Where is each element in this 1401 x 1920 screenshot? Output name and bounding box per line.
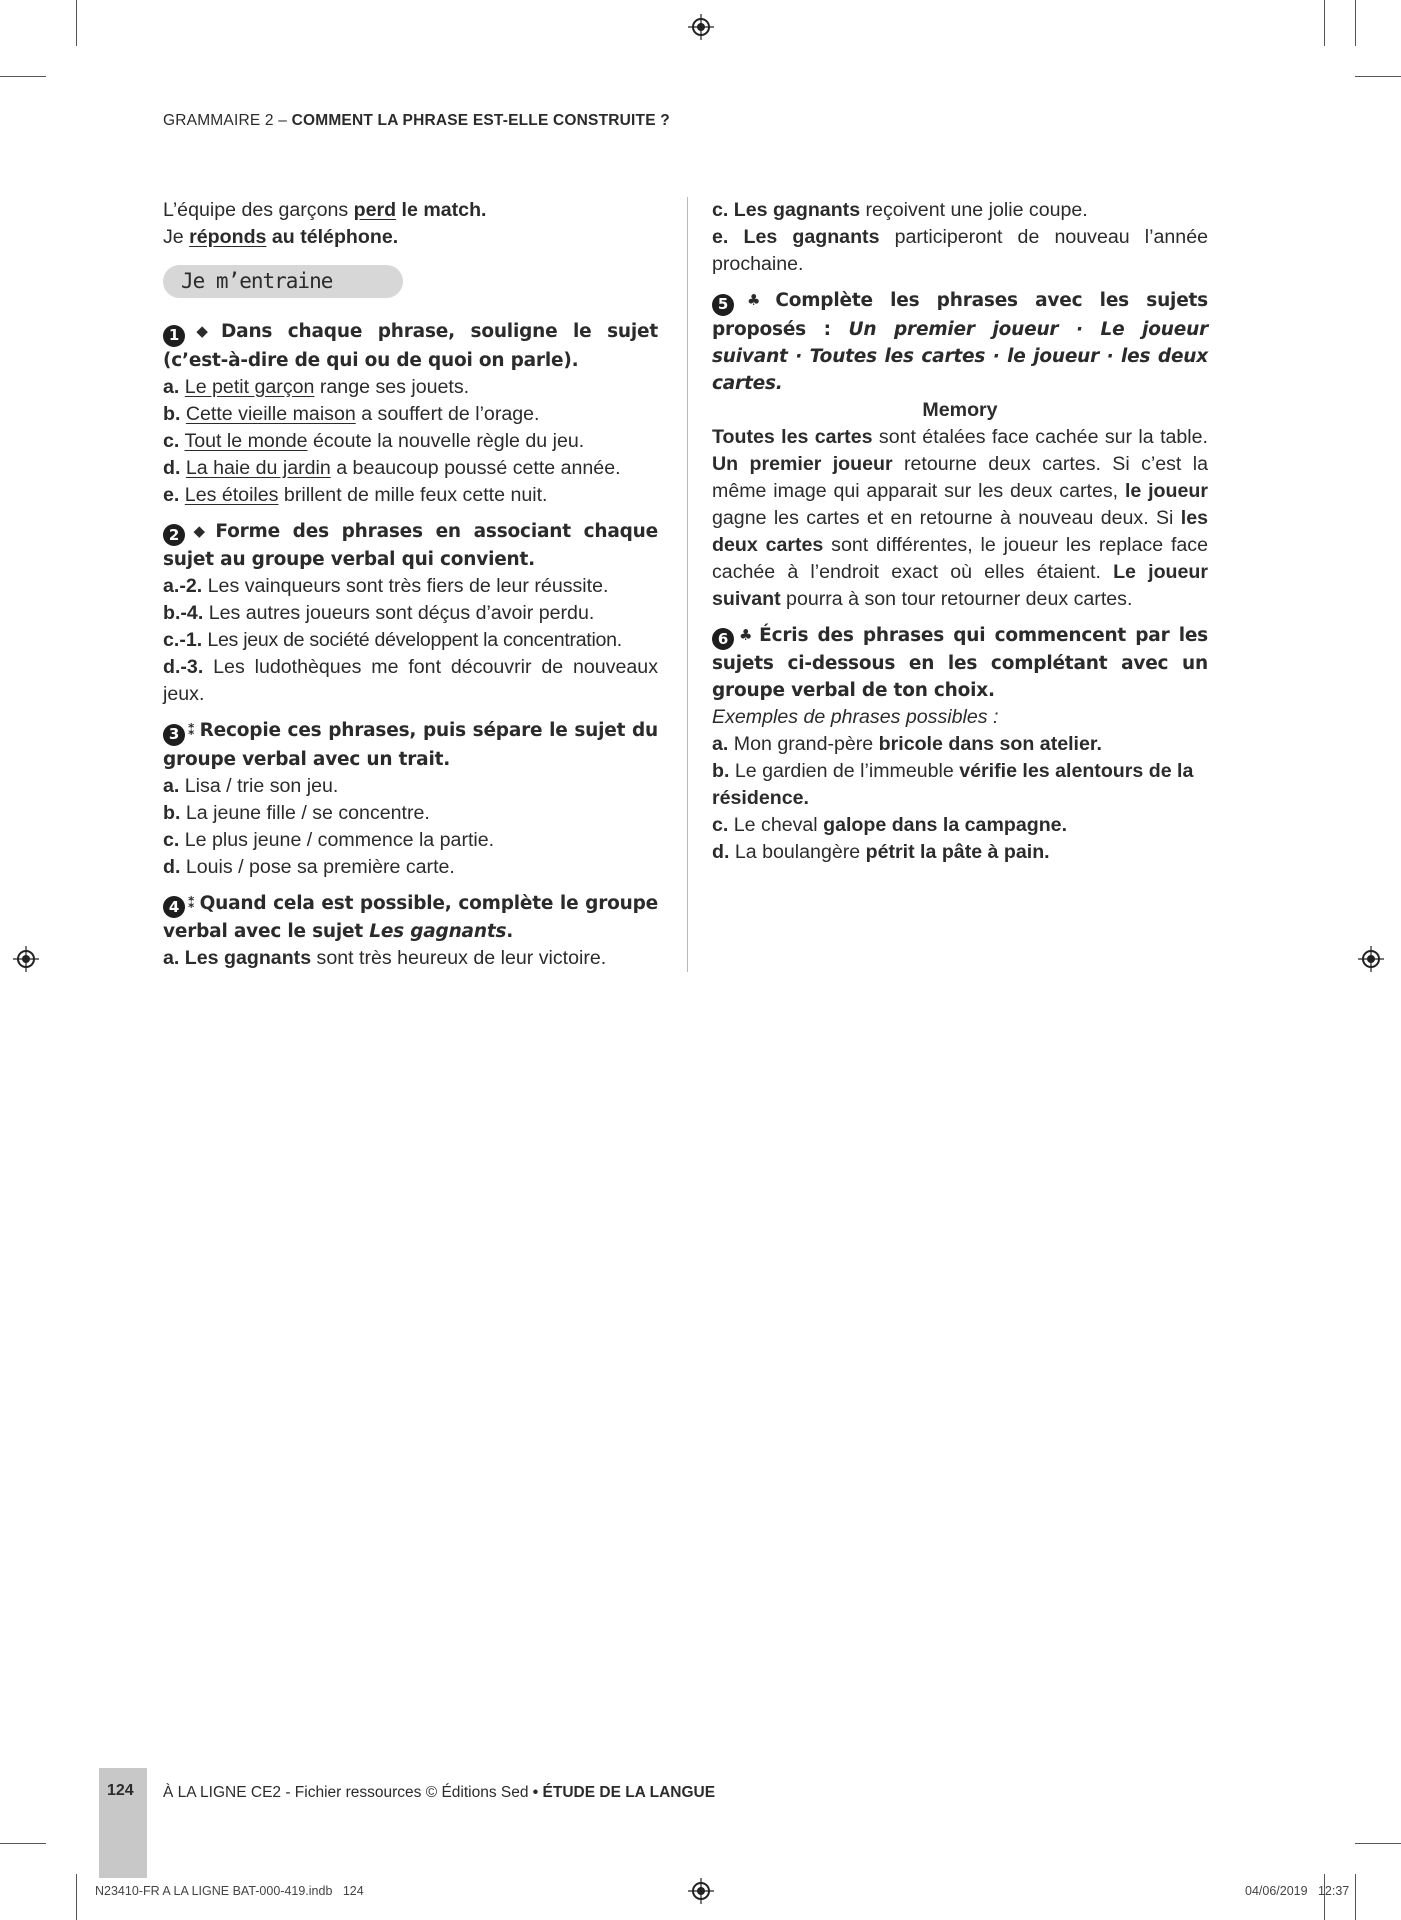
underlined-subject: Cette vieille maison — [185, 402, 356, 425]
story-title-text: Memory — [922, 398, 998, 421]
instruction-text: Dans chaque phrase, souligne le sujet (c’est-à-dire de qui ou de quoi on parle). — [163, 321, 658, 371]
item-letter: c. — [163, 429, 180, 452]
instruction-text: Quand cela est possible, complète le groupe verbal avec le sujet — [163, 892, 658, 942]
item-letter: a.-2. — [163, 575, 203, 597]
story-title — [712, 397, 1208, 424]
item-verbal-group: bricole dans son atelier. — [878, 733, 1102, 755]
crop-mark — [0, 1843, 46, 1844]
story-subject: Toutes les cartes — [712, 425, 873, 448]
instruction-text: Forme des phrases en associant chaque sujet au groupe verbal qui convient. — [163, 520, 659, 570]
running-head — [163, 112, 670, 130]
item-letter: c.-1. — [163, 629, 203, 651]
item-subject: Les gagnants — [728, 199, 861, 221]
underlined-subject: Les étoiles — [184, 483, 279, 506]
item-text: sont très heureux de leur victoire. — [311, 947, 607, 969]
item-subject: Le cheval — [728, 814, 824, 836]
list-item — [163, 800, 658, 827]
list-item — [712, 224, 1208, 278]
item-subject: Mon grand-père — [728, 733, 879, 755]
item-letter: a. — [163, 375, 180, 398]
item-verbal-group: galope dans la campagne. — [823, 814, 1068, 836]
difficulty-double-diamond-icon: ⁑ — [187, 721, 196, 739]
underlined-subject: Le petit garçon — [184, 375, 315, 398]
story-fragment: pourra à son tour retourner deux cartes. — [780, 587, 1133, 610]
item-letter: c. — [712, 199, 729, 221]
difficulty-club-icon: ♣ — [736, 625, 756, 644]
story-fragment: retourne deux cartes. Si c’est la même image qui apparait sur les deux cartes, — [712, 452, 1208, 502]
item-letter: a. — [163, 947, 180, 969]
section-banner-label: Je m’entraine — [181, 269, 333, 293]
list-item — [712, 758, 1208, 812]
item-text: Louis / pose sa première carte. — [180, 855, 455, 878]
item-letter: b. — [163, 402, 181, 425]
story-fragment: sont différentes, le joueur les replace face cachée à l’endroit exact où elles étaient. — [712, 533, 1208, 583]
item-text: écoute la nouvelle règle du jeu. — [307, 429, 585, 452]
item-text: Lisa / trie son jeu. — [179, 774, 339, 797]
item-text: La jeune fille / se concentre. — [180, 801, 430, 824]
proposed-subjects: Un premier joueur · Le joueur suivant · Toutes les cartes · le joueur · les deux cartes. — [712, 318, 1208, 394]
list-item — [163, 428, 658, 455]
item-text: range ses jouets. — [314, 375, 470, 398]
list-item — [712, 839, 1208, 866]
story-fragment: gagne les cartes et en retourne à nouveau deux. Si — [712, 506, 1181, 529]
right-column — [712, 197, 1208, 866]
list-item — [163, 854, 658, 881]
crop-mark — [1355, 1843, 1401, 1844]
item-verbal-group: vérifie les alentours de la résidence. — [712, 760, 1194, 809]
difficulty-diamond-icon: ◆ — [187, 322, 217, 340]
difficulty-club-icon: ♣ — [736, 291, 772, 309]
item-letter: d.-3. — [163, 656, 204, 678]
exercise-3-instruction — [163, 717, 658, 773]
intro-verb: perd — [353, 199, 397, 221]
item-letter: d. — [163, 855, 181, 878]
footer-book-title: À LA LIGNE CE2 - Fichier ressources © Éditions Sed — [163, 1784, 533, 1801]
list-item — [163, 374, 658, 401]
footer-credit — [163, 1784, 715, 1802]
registration-mark-icon — [688, 14, 714, 40]
list-item — [712, 197, 1208, 224]
exercise-number-badge: 2 — [163, 524, 185, 546]
print-slug-date: 04/06/2019 12:37 — [1245, 1884, 1350, 1898]
item-text: Les autres joueurs sont déçus d’avoir perdu. — [203, 602, 595, 624]
item-letter: c. — [163, 828, 180, 851]
registration-mark-icon — [13, 946, 39, 972]
underlined-subject: La haie du jardin — [185, 456, 331, 479]
section-banner — [163, 265, 403, 298]
story-subject: Le joueur suivant — [712, 560, 1209, 610]
intro-text: L’équipe des garçons — [163, 199, 354, 221]
item-text: participeront de nouveau l’année prochaine. — [712, 226, 1208, 275]
list-item — [163, 455, 658, 482]
list-item — [163, 827, 658, 854]
crop-mark — [1324, 0, 1325, 46]
list-item — [712, 731, 1208, 758]
list-item — [163, 773, 658, 800]
story-subject: Un premier joueur — [712, 452, 893, 475]
print-slug-file: N23410-FR A LA LIGNE BAT-000-419.indb 124 — [95, 1884, 364, 1898]
instruction-text: Complète les phrases avec les sujets proposés : — [712, 290, 1208, 340]
story-text — [712, 424, 1208, 613]
item-text: Les vainqueurs sont très fiers de leur réussite. — [202, 575, 609, 597]
exercise-number-badge: 4 — [163, 896, 185, 918]
intro-text: Je — [163, 226, 190, 248]
item-text: a beaucoup poussé cette année. — [330, 456, 621, 479]
exercise-5-instruction — [712, 287, 1208, 397]
item-letter: b. — [712, 760, 730, 782]
item-letter: d. — [712, 841, 730, 863]
list-item — [163, 482, 658, 509]
list-item — [163, 573, 658, 600]
column-divider — [687, 197, 688, 972]
list-item — [163, 600, 658, 627]
page-number: 124 — [107, 1782, 134, 1799]
exercise-4-instruction — [163, 890, 658, 946]
crop-mark — [0, 76, 46, 77]
instruction-text: Écris des phrases qui commencent par les sujets ci-dessous en les complétant avec un groupe verbal de ton choix. — [712, 624, 1208, 701]
difficulty-double-diamond-icon: ⁑ — [187, 893, 196, 912]
intro-verbal-group: le match. — [396, 199, 487, 221]
item-text: reçoivent une jolie coupe. — [860, 199, 1088, 221]
item-letter: c. — [712, 814, 729, 836]
exercise-1-instruction — [163, 318, 658, 374]
item-subject: Le gardien de l’immeuble — [729, 760, 960, 782]
item-letter: e. — [163, 483, 180, 506]
crop-mark — [76, 0, 77, 46]
exercise-number-badge: 6 — [712, 628, 734, 650]
exercise-number-badge: 3 — [163, 724, 185, 746]
difficulty-diamond-icon: ◆ — [187, 521, 212, 540]
footer-section: ÉTUDE DE LA LANGUE — [538, 1784, 716, 1801]
story-subject: le joueur — [1124, 479, 1208, 502]
item-verbal-group: pétrit la pâte à pain. — [865, 841, 1050, 863]
story-fragment: sont étalées face cachée sur la table. — [872, 425, 1208, 448]
running-head-title: COMMENT LA PHRASE EST-ELLE CONSTRUITE ? — [291, 112, 670, 129]
list-item — [163, 654, 658, 708]
exercise-2-instruction — [163, 518, 658, 574]
left-column — [163, 197, 658, 972]
intro-verbal-group: au téléphone. — [266, 226, 399, 248]
item-letter: b.-4. — [163, 602, 204, 624]
instruction-text: Recopie ces phrases, puis sépare le sujet du groupe verbal avec un trait. — [163, 720, 658, 770]
item-letter: a. — [163, 774, 180, 797]
registration-mark-icon — [1358, 946, 1384, 972]
intro-verb: réponds — [189, 226, 267, 248]
item-subject: La boulangère — [729, 841, 866, 863]
crop-mark — [1355, 76, 1401, 77]
list-item — [163, 627, 658, 654]
crop-mark — [1355, 0, 1356, 46]
intro-sentence — [163, 197, 658, 224]
intro-sentence — [163, 224, 658, 251]
registration-mark-icon — [688, 1878, 714, 1904]
crop-mark — [1355, 1874, 1356, 1920]
exercise-number-badge: 1 — [163, 325, 185, 347]
underlined-subject: Tout le monde — [184, 429, 308, 452]
item-text: Les ludothèques me font découvrir de nouveaux jeux. — [163, 656, 658, 705]
examples-label: Exemples de phrases possibles : — [712, 706, 999, 728]
instruction-punctuation: . — [506, 921, 514, 942]
item-subject: Les gagnants — [728, 226, 880, 248]
item-text: Le plus jeune / commence la partie. — [179, 828, 495, 851]
story-subject: les deux cartes — [712, 506, 1208, 556]
item-text: Les jeux de société développent la concentration. — [202, 629, 622, 651]
instruction-subject: Les gagnants — [369, 921, 507, 942]
item-letter: b. — [163, 801, 181, 824]
running-head-section: GRAMMAIRE 2 – — [163, 112, 292, 129]
item-letter: a. — [712, 733, 729, 755]
footer-bullet: • — [532, 1784, 539, 1801]
crop-mark — [76, 1874, 77, 1920]
list-item — [712, 812, 1208, 839]
list-item — [163, 945, 658, 972]
exercise-6-instruction — [712, 622, 1208, 705]
item-text: brillent de mille feux cette nuit. — [278, 483, 548, 506]
item-subject: Les gagnants — [179, 947, 312, 969]
item-text: a souffert de l’orage. — [355, 402, 540, 425]
item-letter: e. — [712, 226, 729, 248]
item-letter: d. — [163, 456, 181, 479]
exercise-number-badge: 5 — [712, 294, 734, 316]
list-item — [163, 401, 658, 428]
